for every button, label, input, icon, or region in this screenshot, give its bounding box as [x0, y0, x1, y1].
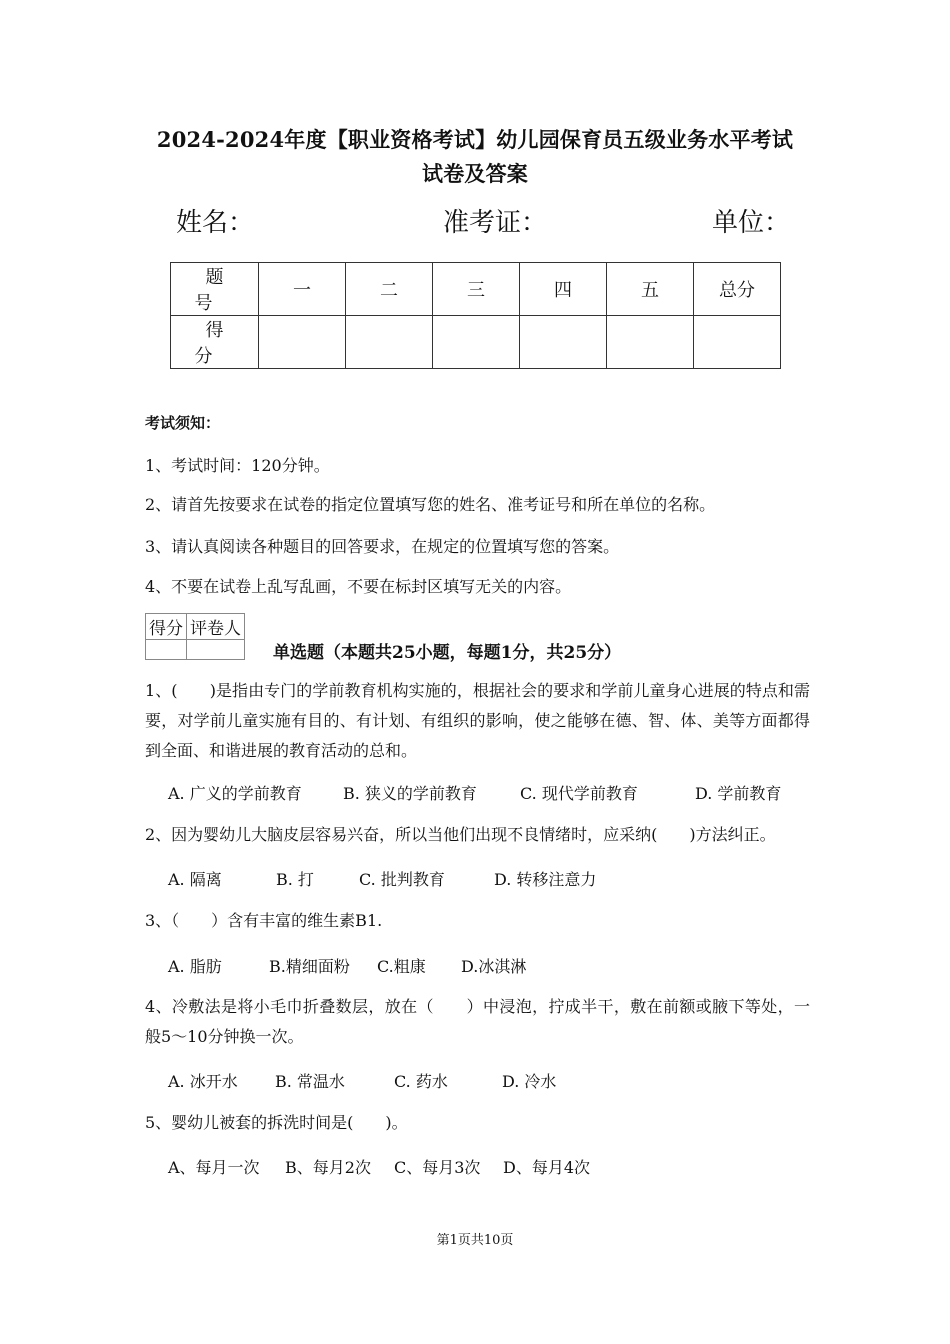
score-table-cell: 三 [433, 263, 520, 316]
option[interactable]: C. 现代学前教育 [520, 784, 638, 803]
grader-box [145, 613, 245, 660]
exam-id-label: 准考证： [443, 208, 548, 238]
question-3-options [168, 954, 526, 977]
score-table-cell: 总分 [694, 263, 781, 316]
score-table-score-row [171, 316, 781, 369]
score-input-cell[interactable] [520, 316, 607, 369]
page-footer: 第1页共10页 [436, 1233, 514, 1248]
option[interactable]: D.冰淇淋 [461, 957, 527, 976]
question-1-options [168, 781, 781, 804]
notice-title: 考试须知： [145, 414, 221, 432]
score-table [170, 262, 781, 369]
score-table-cell: 五 [607, 263, 694, 316]
option[interactable]: D. 转移注意力 [494, 870, 597, 889]
question-5-text: 5、婴幼儿被套的拆洗时间是( )。 [145, 1113, 408, 1132]
grader-score-label: 得分 [146, 614, 187, 640]
option[interactable]: B. 常温水 [275, 1072, 345, 1091]
option[interactable]: A、每月一次 [168, 1158, 260, 1177]
option[interactable]: A. 广义的学前教育 [168, 784, 302, 803]
score-input-cell[interactable] [346, 316, 433, 369]
notice-item: 3、请认真阅读各种题目的回答要求，在规定的位置填写您的答案。 [145, 537, 620, 556]
question-4-options [168, 1069, 556, 1092]
score-input-cell[interactable] [607, 316, 694, 369]
option[interactable]: B.精细面粉 [269, 957, 350, 976]
question-3-text: 3、（ ）含有丰富的维生素B1. [145, 911, 383, 930]
option[interactable]: D、每月4次 [503, 1158, 591, 1177]
exam-title-line1: 2024-2024年度【职业资格考试】幼儿园保育员五级业务水平考试 [156, 127, 794, 152]
score-table-header-row [171, 263, 781, 316]
score-row-label: 得分 [171, 316, 259, 369]
exam-title-line2: 试卷及答案 [422, 161, 528, 186]
unit-label: 单位： [712, 208, 791, 238]
score-table-cell: 一 [259, 263, 346, 316]
option[interactable]: C. 药水 [394, 1072, 448, 1091]
score-input-cell[interactable] [433, 316, 520, 369]
question-5-options [168, 1155, 590, 1178]
score-table-cell: 题号 [171, 263, 259, 316]
question-4-text: 4、冷敷法是将小毛巾折叠数层，放在（ ）中浸泡，拧成半干，敷在前额或腋下等处，一般5～10分钟换一次。 [145, 997, 810, 1046]
option[interactable]: B、每月2次 [285, 1158, 371, 1177]
option[interactable]: C.粗康 [377, 957, 426, 976]
candidate-info-row [0, 202, 950, 242]
notice-item: 4、不要在试卷上乱写乱画，不要在标封区填写无关的内容。 [145, 577, 572, 596]
name-label: 姓名： [176, 208, 255, 238]
option[interactable]: D. 冷水 [502, 1072, 557, 1091]
grader-name-cell[interactable] [187, 640, 245, 660]
option[interactable]: A. 脂肪 [168, 957, 222, 976]
option[interactable]: A. 冰开水 [168, 1072, 238, 1091]
option[interactable]: C. 批判教育 [359, 870, 445, 889]
question-2-options [168, 867, 596, 890]
score-input-cell[interactable] [259, 316, 346, 369]
score-table-cell: 二 [346, 263, 433, 316]
option[interactable]: B. 打 [276, 870, 314, 889]
notice-item: 1、考试时间：120分钟。 [145, 456, 330, 475]
notice-item: 2、请首先按要求在试卷的指定位置填写您的姓名、准考证号和所在单位的名称。 [145, 495, 716, 514]
option[interactable]: D. 学前教育 [695, 784, 782, 803]
option[interactable]: B. 狭义的学前教育 [343, 784, 477, 803]
grader-name-label: 评卷人 [187, 614, 245, 640]
score-table-cell: 四 [520, 263, 607, 316]
option[interactable]: A. 隔离 [168, 870, 222, 889]
option[interactable]: C、每月3次 [394, 1158, 481, 1177]
grader-score-cell[interactable] [146, 640, 187, 660]
question-1-text: 1、( )是指由专门的学前教育机构实施的，根据社会的要求和学前儿童身心进展的特点和需要，对学前儿童实施有目的、有计划、有组织的影响，使之能够在德、智、体、美等方面都得到全面、和谐进展的教育活动的总和。 [145, 681, 810, 760]
score-input-cell[interactable] [694, 316, 781, 369]
section-title: 单选题（本题共25小题，每题1分，共25分） [273, 643, 622, 663]
question-2-text: 2、因为婴幼儿大脑皮层容易兴奋，所以当他们出现不良情绪时，应采纳( )方法纠正。 [145, 825, 776, 844]
